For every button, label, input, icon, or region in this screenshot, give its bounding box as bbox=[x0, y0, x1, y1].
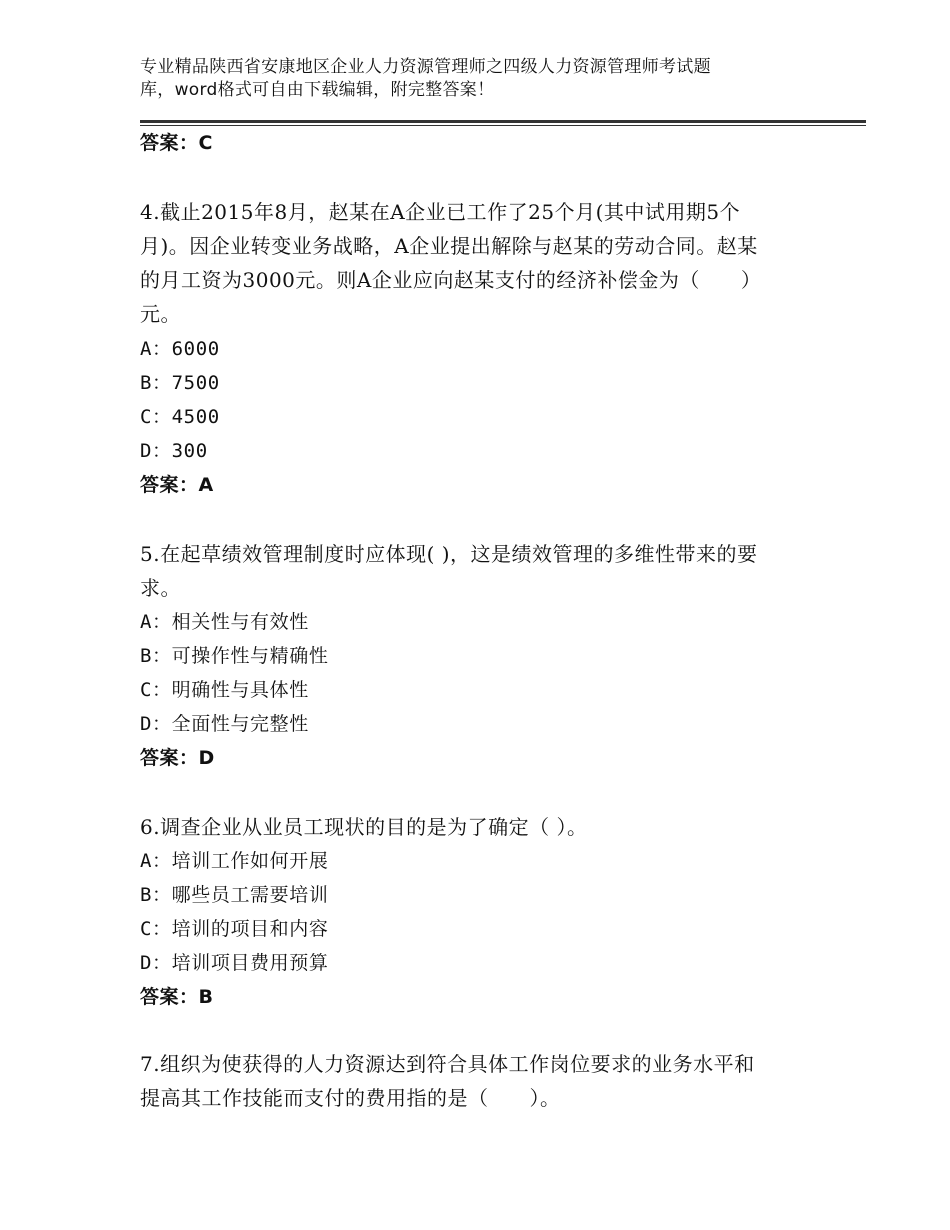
question-5-stem-line-1: 5.在起草绩效管理制度时应体现( )，这是绩效管理的多维性带来的要 bbox=[140, 542, 758, 566]
header-title-line-1: 专业精品陕西省安康地区企业人力资源管理师之四级人力资源管理师考试题 bbox=[140, 57, 711, 77]
header-divider-thick bbox=[140, 120, 866, 123]
question-5-option-d: D：全面性与完整性 bbox=[140, 713, 309, 735]
question-4-stem-line-2: 月)。因企业转变业务战略，A企业提出解除与赵某的劳动合同。赵某 bbox=[140, 234, 758, 258]
question-7-stem-line-2: 提高其工作技能而支付的费用指的是（ ）。 bbox=[140, 1086, 561, 1110]
question-5-stem-line-2: 求。 bbox=[140, 576, 181, 600]
question-4-stem-line-4: 元。 bbox=[140, 302, 181, 326]
question-5-option-a: A：相关性与有效性 bbox=[140, 611, 309, 633]
question-4-option-b: B：7500 bbox=[140, 372, 220, 394]
question-4-stem-line-1: 4.截止2015年8月，赵某在A企业已工作了25个月(其中试用期5个 bbox=[140, 200, 741, 224]
question-5-option-c: C：明确性与具体性 bbox=[140, 679, 309, 701]
header-divider-thin bbox=[140, 125, 866, 126]
question-4-option-d: D：300 bbox=[140, 440, 208, 462]
answer-q6: 答案：B bbox=[140, 986, 214, 1008]
answer-q4: 答案：A bbox=[140, 474, 214, 496]
header-title-line-2: 库，word格式可自由下载编辑，附完整答案！ bbox=[140, 80, 495, 100]
question-6-option-c: C：培训的项目和内容 bbox=[140, 918, 329, 940]
question-6-option-b: B：哪些员工需要培训 bbox=[140, 884, 329, 906]
answer-q5: 答案：D bbox=[140, 747, 215, 769]
question-4-stem-line-3: 的月工资为3000元。则A企业应向赵某支付的经济补偿金为（ ） bbox=[140, 268, 762, 292]
question-6-stem-line-1: 6.调查企业从业员工现状的目的是为了确定（ ）。 bbox=[140, 815, 588, 839]
question-6-option-a: A：培训工作如何开展 bbox=[140, 850, 329, 872]
question-4-option-c: C：4500 bbox=[140, 406, 220, 428]
question-6-option-d: D：培训项目费用预算 bbox=[140, 952, 329, 974]
question-4-option-a: A：6000 bbox=[140, 338, 220, 360]
question-5-option-b: B：可操作性与精确性 bbox=[140, 645, 329, 667]
answer-q3: 答案：C bbox=[140, 132, 213, 154]
question-7-stem-line-1: 7.组织为使获得的人力资源达到符合具体工作岗位要求的业务水平和 bbox=[140, 1052, 755, 1076]
document-header bbox=[140, 56, 860, 102]
